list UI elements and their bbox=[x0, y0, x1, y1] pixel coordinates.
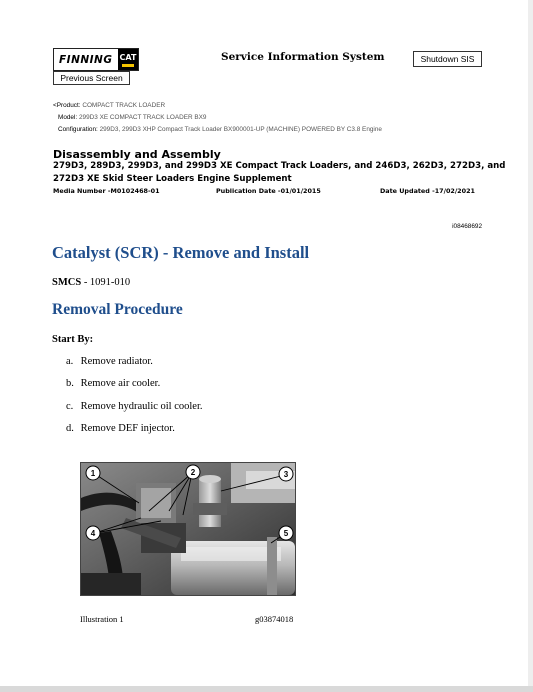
engine-photo-svg bbox=[81, 463, 295, 595]
callout-3-label: 3 bbox=[283, 470, 289, 479]
page-edge-right bbox=[528, 0, 533, 692]
callout-2-label: 2 bbox=[190, 468, 196, 477]
step-item bbox=[66, 378, 160, 389]
meta-model bbox=[58, 114, 206, 121]
callout-3 bbox=[279, 467, 293, 481]
step-label: d. bbox=[66, 423, 74, 434]
callout-4 bbox=[86, 526, 100, 540]
meta-model-value: 299D3 XE COMPACT TRACK LOADER BX9 bbox=[78, 114, 207, 121]
logo-text: FINNING bbox=[59, 53, 113, 66]
meta-configuration bbox=[58, 126, 382, 133]
step-text: Remove air cooler. bbox=[80, 378, 161, 389]
cat-logo-text: CAT bbox=[119, 53, 137, 62]
shutdown-sis-button[interactable]: Shutdown SIS bbox=[413, 51, 482, 67]
callout-2 bbox=[186, 465, 200, 479]
callout-4-label: 4 bbox=[90, 529, 96, 538]
publication-date: Publication Date -01/01/2015 bbox=[216, 187, 321, 195]
step-item bbox=[66, 401, 203, 412]
meta-product-label: <Product: bbox=[53, 102, 81, 109]
step-label: b. bbox=[66, 378, 74, 389]
step-text: Remove DEF injector. bbox=[80, 423, 175, 434]
callout-5-label: 5 bbox=[283, 529, 289, 538]
meta-config-value: 299D3, 299D3 XHP Compact Track Loader BX900001-UP (MACHINE) POWERED BY C3.8 Engine bbox=[99, 126, 382, 133]
callout-1 bbox=[86, 466, 100, 480]
date-updated: Date Updated -17/02/2021 bbox=[380, 187, 475, 195]
media-number: Media Number -M0102468-01 bbox=[53, 187, 160, 195]
step-text: Remove radiator. bbox=[80, 356, 153, 367]
callout-5 bbox=[279, 526, 293, 540]
step-label: c. bbox=[66, 401, 74, 412]
illustration-photo bbox=[80, 462, 296, 596]
page-title: Catalyst (SCR) - Remove and Install bbox=[52, 243, 310, 262]
meta-product bbox=[53, 102, 165, 109]
system-title: Service Information System bbox=[221, 51, 385, 63]
manual-subtitle: 279D3, 289D3, 299D3, and 299D3 XE Compact Track Loaders, and 246D3, 262D3, 272D3, and 272D3 XE Skid Steer Loaders Engine Supplement bbox=[53, 161, 506, 184]
smcs-label: SMCS bbox=[52, 277, 82, 288]
meta-product-value: COMPACT TRACK LOADER bbox=[82, 102, 166, 109]
finning-cat-logo bbox=[53, 48, 139, 71]
step-label: a. bbox=[66, 356, 74, 367]
illustration-caption: Illustration 1 bbox=[80, 614, 124, 624]
step-item bbox=[66, 423, 175, 434]
smcs-code bbox=[52, 277, 130, 288]
step-text: Remove hydraulic oil cooler. bbox=[80, 401, 203, 412]
manual-title: Disassembly and Assembly bbox=[53, 148, 221, 161]
illustration-image-id: g03874018 bbox=[255, 614, 294, 624]
cat-logo-mark bbox=[118, 49, 138, 70]
meta-model-label: Model: bbox=[58, 114, 78, 121]
meta-config-label: Configuration: bbox=[58, 126, 98, 133]
section-heading: Removal Procedure bbox=[52, 301, 183, 318]
callout-1-label: 1 bbox=[90, 469, 96, 478]
page-edge-bottom bbox=[0, 686, 533, 692]
document-id: i08468692 bbox=[452, 223, 482, 230]
smcs-value: - 1091-010 bbox=[81, 277, 131, 288]
previous-screen-button[interactable]: Previous Screen bbox=[53, 71, 130, 85]
step-item bbox=[66, 356, 153, 367]
start-by-label: Start By: bbox=[52, 334, 94, 345]
